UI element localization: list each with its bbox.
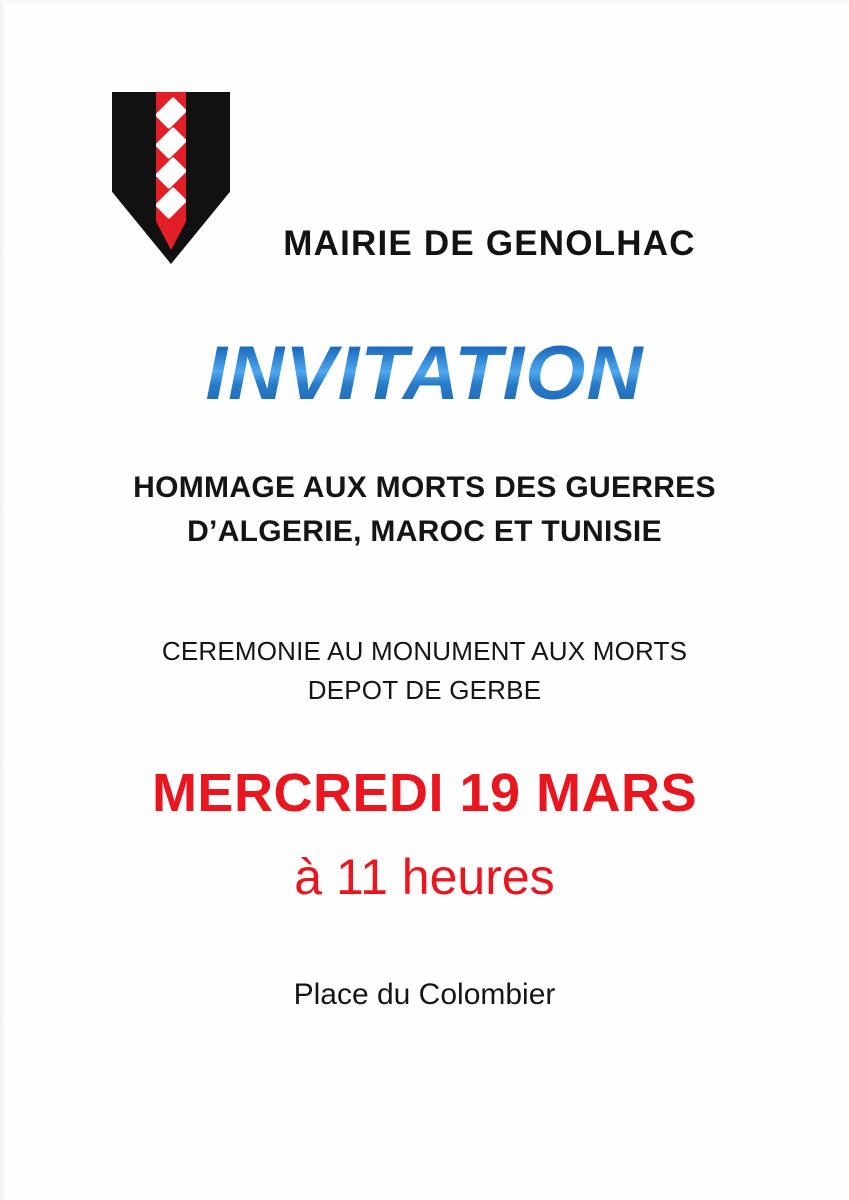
crest-lozenge bbox=[156, 127, 186, 160]
issuing-authority: MAIRIE DE GENOLHAC bbox=[283, 224, 696, 263]
event-details-line-1: CEREMONIE AU MONUMENT AUX MORTS bbox=[161, 636, 688, 666]
event-place: Place du Colombier bbox=[293, 978, 556, 1011]
event-subject-line-1: HOMMAGE AUX MORTS DES GUERRES bbox=[133, 471, 716, 504]
event-subject-line-2: D’ALGERIE, MAROC ET TUNISIE bbox=[187, 514, 662, 548]
event-subject bbox=[0, 466, 849, 553]
page-title: INVITATION bbox=[0, 330, 849, 417]
scan-edge-left bbox=[0, 0, 6, 1200]
crest-lozenge bbox=[156, 157, 186, 190]
event-time: à 11 heures bbox=[294, 849, 555, 905]
event-date: MERCREDI 19 MARS bbox=[151, 763, 698, 823]
event-details-line-2: DEPOT DE GERBE bbox=[307, 675, 542, 705]
crest-lozenge bbox=[156, 97, 186, 130]
crest-lozenge bbox=[156, 187, 186, 220]
scan-edge-top bbox=[0, 0, 849, 5]
event-details bbox=[0, 632, 849, 710]
